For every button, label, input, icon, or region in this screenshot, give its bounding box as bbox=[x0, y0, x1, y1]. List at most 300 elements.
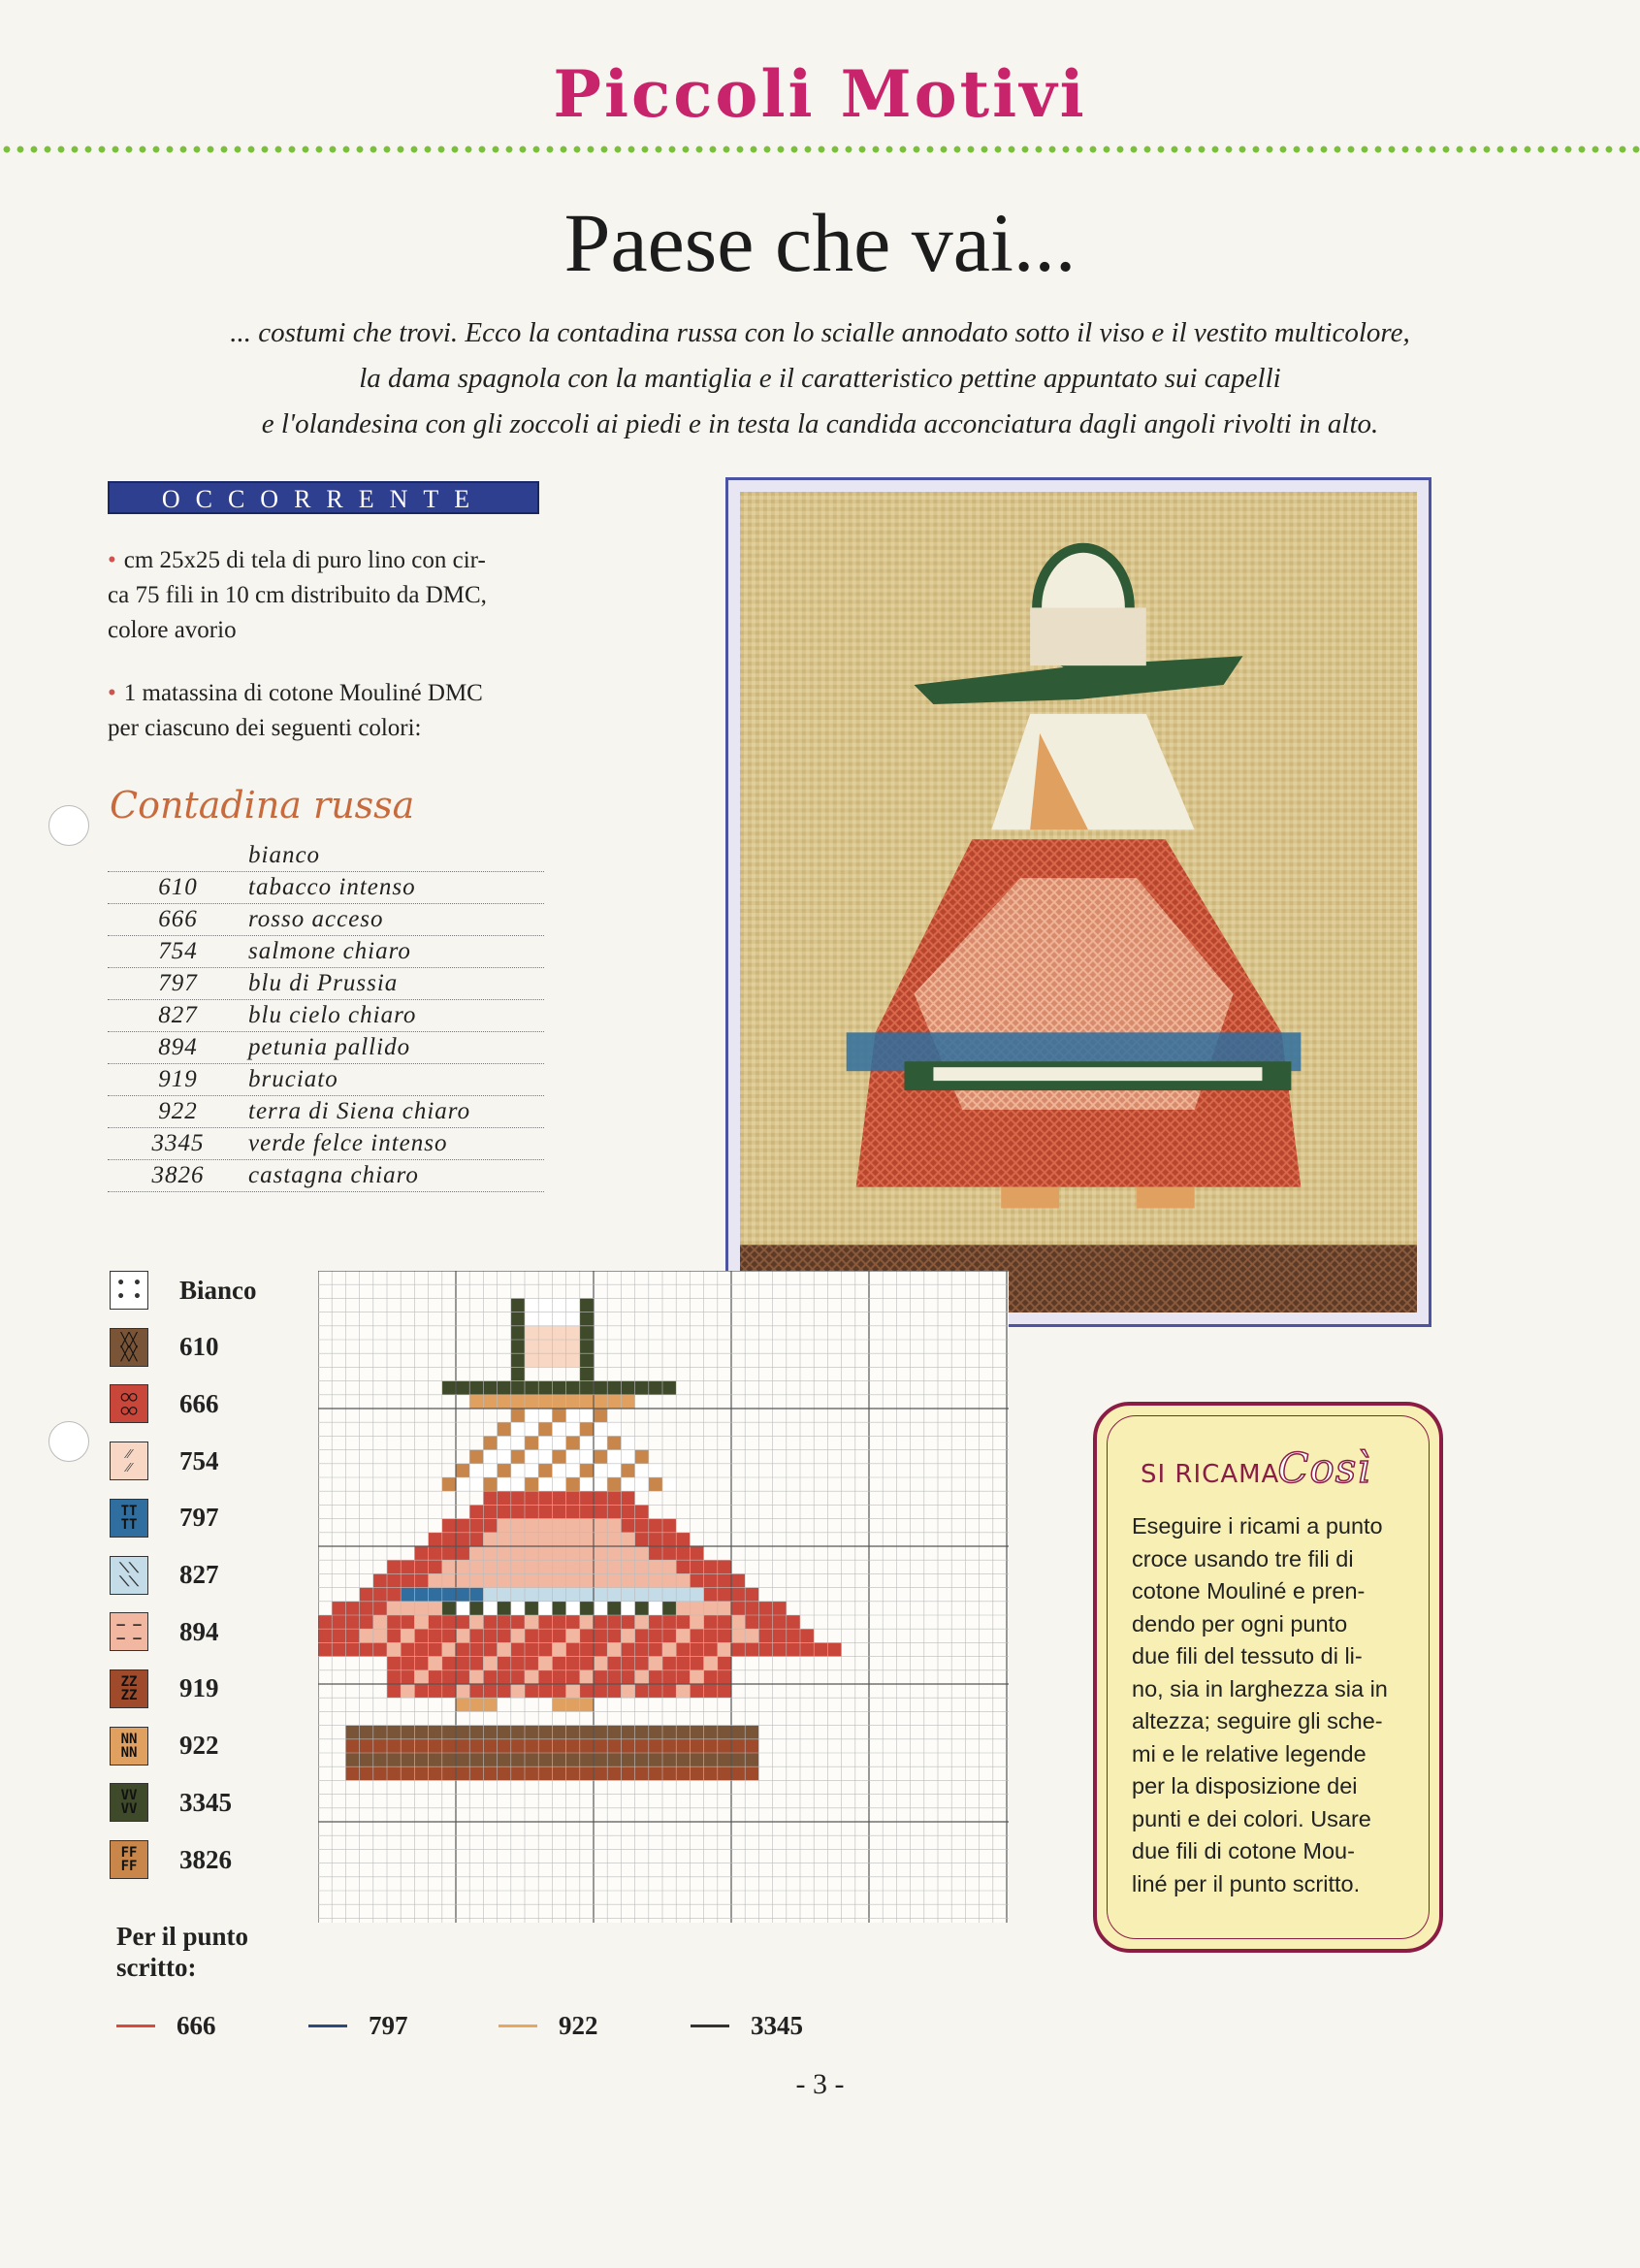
stitch-cell bbox=[414, 1753, 428, 1766]
stitch-cell bbox=[690, 1726, 703, 1739]
stitch-cell bbox=[538, 1629, 552, 1642]
stitch-cell bbox=[387, 1615, 401, 1629]
stitch-cell bbox=[580, 1381, 594, 1395]
stitch-cell bbox=[566, 1464, 580, 1477]
stitch-cell bbox=[552, 1422, 565, 1436]
stitch-cell bbox=[538, 1615, 552, 1629]
stitch-cell bbox=[552, 1615, 565, 1629]
stitch-cell bbox=[538, 1436, 552, 1449]
stitch-cell bbox=[498, 1670, 511, 1684]
stitch-cell bbox=[621, 1588, 634, 1602]
stitch-cell bbox=[511, 1340, 525, 1353]
instruction-line: per la disposizione dei bbox=[1132, 1773, 1358, 1798]
stitch-cell bbox=[566, 1573, 580, 1587]
stitch-cell bbox=[456, 1464, 469, 1477]
stitch-cell bbox=[538, 1684, 552, 1698]
stitch-cell bbox=[662, 1588, 676, 1602]
stitch-cell bbox=[469, 1629, 483, 1642]
stitch-cell bbox=[538, 1573, 552, 1587]
stitch-cell bbox=[635, 1739, 649, 1753]
stitch-cell bbox=[414, 1726, 428, 1739]
stitch-cell bbox=[456, 1726, 469, 1739]
stitch-cell bbox=[621, 1602, 634, 1615]
stitch-cell bbox=[511, 1726, 525, 1739]
instruction-line: due fili del tessuto di li- bbox=[1132, 1643, 1363, 1669]
stitch-cell bbox=[525, 1739, 538, 1753]
stitch-cell bbox=[635, 1670, 649, 1684]
stitch-cell bbox=[566, 1657, 580, 1670]
symbol-key-label: 3826 bbox=[179, 1844, 232, 1874]
materials-line: colore avorio bbox=[108, 617, 237, 643]
stitch-cell bbox=[552, 1602, 565, 1615]
color-name: salmone chiaro bbox=[248, 938, 411, 964]
stitch-cell bbox=[718, 1657, 731, 1670]
stitch-cell bbox=[345, 1602, 359, 1615]
stitch-cell bbox=[649, 1642, 662, 1656]
thread-line-icon bbox=[308, 2025, 347, 2027]
stitch-cell bbox=[649, 1739, 662, 1753]
stitch-cell bbox=[483, 1519, 497, 1533]
stitch-cell bbox=[373, 1726, 387, 1739]
stitch-cell bbox=[787, 1615, 800, 1629]
stitch-cell bbox=[827, 1642, 841, 1656]
thread-line-icon bbox=[116, 2025, 155, 2027]
bullet-icon: • bbox=[108, 680, 116, 706]
stitch-cell bbox=[552, 1726, 565, 1739]
stitch-cell bbox=[498, 1629, 511, 1642]
stitch-cell bbox=[525, 1602, 538, 1615]
stitch-cell bbox=[442, 1629, 456, 1642]
stitch-cell bbox=[401, 1753, 414, 1766]
instruction-line: due fili di cotone Mou- bbox=[1132, 1838, 1355, 1863]
stitch-cell bbox=[498, 1588, 511, 1602]
stitch-cell bbox=[607, 1381, 621, 1395]
stitch-cell bbox=[580, 1588, 594, 1602]
stitch-cell bbox=[429, 1629, 442, 1642]
stitch-cell bbox=[511, 1409, 525, 1422]
stitch-cell bbox=[787, 1629, 800, 1642]
stitch-cell bbox=[718, 1642, 731, 1656]
stitch-cell bbox=[360, 1766, 373, 1780]
stitch-cell bbox=[787, 1642, 800, 1656]
stitch-cell bbox=[483, 1477, 497, 1491]
stitch-cell bbox=[525, 1436, 538, 1449]
stitch-cell bbox=[552, 1560, 565, 1573]
stitch-cell bbox=[387, 1670, 401, 1684]
stitch-cell bbox=[690, 1739, 703, 1753]
stitch-cell bbox=[401, 1573, 414, 1587]
stitch-cell bbox=[731, 1588, 745, 1602]
stitch-cell bbox=[676, 1602, 690, 1615]
stitch-cell bbox=[498, 1602, 511, 1615]
stitch-cell bbox=[469, 1726, 483, 1739]
stitch-cell bbox=[649, 1381, 662, 1395]
materials-item bbox=[108, 676, 549, 746]
stitch-cell bbox=[621, 1546, 634, 1560]
stitch-cell bbox=[621, 1684, 634, 1698]
stitch-cell bbox=[456, 1588, 469, 1602]
stitch-cell bbox=[649, 1533, 662, 1546]
stitch-cell bbox=[414, 1642, 428, 1656]
stitch-cell bbox=[525, 1657, 538, 1670]
color-legend-row bbox=[108, 1096, 544, 1128]
stitch-cell bbox=[511, 1326, 525, 1340]
stitch-cell bbox=[676, 1573, 690, 1587]
stitch-cell bbox=[483, 1464, 497, 1477]
stitch-cell bbox=[621, 1519, 634, 1533]
stitch-cell bbox=[566, 1629, 580, 1642]
stitch-cell bbox=[566, 1642, 580, 1656]
stitch-cell bbox=[429, 1726, 442, 1739]
stitch-cell bbox=[662, 1602, 676, 1615]
stitch-cell bbox=[662, 1560, 676, 1573]
stitch-cell bbox=[718, 1739, 731, 1753]
stitch-cell bbox=[607, 1546, 621, 1560]
stitch-cell bbox=[414, 1588, 428, 1602]
stitch-cell bbox=[566, 1546, 580, 1560]
stitch-cell bbox=[704, 1753, 718, 1766]
stitch-cell bbox=[373, 1573, 387, 1587]
color-legend-row bbox=[108, 1128, 544, 1160]
stitch-cell bbox=[483, 1670, 497, 1684]
stitch-cell bbox=[649, 1588, 662, 1602]
stitch-cell bbox=[552, 1519, 565, 1533]
stitch-cell bbox=[525, 1533, 538, 1546]
stitch-cell bbox=[676, 1560, 690, 1573]
dash-symbol-icon: – – – – bbox=[110, 1612, 148, 1651]
stitch-cell bbox=[635, 1450, 649, 1464]
stitch-cell bbox=[525, 1326, 538, 1340]
symbol-key-row bbox=[110, 1384, 219, 1423]
stitch-cell bbox=[662, 1684, 676, 1698]
stitch-cell bbox=[607, 1726, 621, 1739]
stitch-cell bbox=[552, 1670, 565, 1684]
stitch-cell bbox=[580, 1312, 594, 1326]
stitch-cell bbox=[360, 1753, 373, 1766]
stitch-cell bbox=[690, 1766, 703, 1780]
punto-scritto-code: 922 bbox=[559, 2011, 598, 2040]
stitch-cell bbox=[607, 1629, 621, 1642]
stitch-cell bbox=[469, 1477, 483, 1491]
stitch-cell bbox=[580, 1436, 594, 1449]
stitch-cell bbox=[607, 1642, 621, 1656]
stitch-cell bbox=[442, 1615, 456, 1629]
stitch-cell bbox=[483, 1560, 497, 1573]
stitch-cell bbox=[635, 1560, 649, 1573]
stitch-cell bbox=[566, 1726, 580, 1739]
stitch-cell bbox=[552, 1629, 565, 1642]
stitch-cell bbox=[456, 1477, 469, 1491]
stitch-cell bbox=[538, 1588, 552, 1602]
thread-line-icon bbox=[498, 2025, 537, 2027]
stitch-cell bbox=[456, 1519, 469, 1533]
stitch-cell bbox=[690, 1615, 703, 1629]
stitch-cell bbox=[498, 1573, 511, 1587]
stitch-cell bbox=[414, 1573, 428, 1587]
stitch-cell bbox=[566, 1533, 580, 1546]
stitch-cell bbox=[704, 1588, 718, 1602]
color-legend-row bbox=[108, 1064, 544, 1096]
color-legend-row bbox=[108, 936, 544, 968]
stitch-cell bbox=[538, 1422, 552, 1436]
stitch-cell bbox=[566, 1602, 580, 1615]
instruction-line: Eseguire i ricami a punto bbox=[1132, 1513, 1383, 1539]
stitch-cell bbox=[429, 1560, 442, 1573]
stitch-cell bbox=[621, 1560, 634, 1573]
stitch-cell bbox=[731, 1602, 745, 1615]
stitch-cell bbox=[566, 1395, 580, 1409]
intro-line: ... costumi che trovi. Ecco la contadina russa con lo scialle annodato sotto il viso e il vestito multicolore, bbox=[230, 317, 1410, 348]
stitch-cell bbox=[442, 1657, 456, 1670]
stitch-cell bbox=[662, 1477, 676, 1491]
stitch-cell bbox=[704, 1739, 718, 1753]
stitch-cell bbox=[414, 1739, 428, 1753]
stitch-cell bbox=[345, 1629, 359, 1642]
stitch-cell bbox=[580, 1657, 594, 1670]
thread-line-icon bbox=[691, 2025, 729, 2027]
stitch-cell bbox=[580, 1726, 594, 1739]
stitch-cell bbox=[773, 1642, 787, 1656]
stitch-cell bbox=[731, 1615, 745, 1629]
symbol-key-row bbox=[110, 1669, 219, 1708]
stitch-cell bbox=[635, 1546, 649, 1560]
stitch-cell bbox=[538, 1326, 552, 1340]
symbol-key-label: 666 bbox=[179, 1388, 219, 1418]
stitch-cell bbox=[635, 1629, 649, 1642]
stitch-cell bbox=[525, 1464, 538, 1477]
stitch-cell bbox=[511, 1588, 525, 1602]
stitch-cell bbox=[429, 1684, 442, 1698]
stitch-cell bbox=[580, 1409, 594, 1422]
stitch-cell bbox=[690, 1588, 703, 1602]
t-symbol-icon: TT TT bbox=[110, 1499, 148, 1538]
stitch-cell bbox=[442, 1726, 456, 1739]
stitch-cell bbox=[498, 1726, 511, 1739]
stitch-cell bbox=[525, 1670, 538, 1684]
stitch-cell bbox=[594, 1491, 607, 1505]
symbol-key-row bbox=[110, 1783, 232, 1822]
stitch-cell bbox=[469, 1615, 483, 1629]
color-name: blu di Prussia bbox=[248, 970, 399, 996]
stitch-cell bbox=[745, 1739, 758, 1753]
stitch-cell bbox=[511, 1533, 525, 1546]
stitch-cell bbox=[442, 1739, 456, 1753]
stitch-cell bbox=[690, 1573, 703, 1587]
stitch-cell bbox=[401, 1588, 414, 1602]
symbol-key-label: 827 bbox=[179, 1560, 219, 1589]
stitch-cell bbox=[469, 1533, 483, 1546]
stitch-cell bbox=[594, 1560, 607, 1573]
stitch-cell bbox=[483, 1381, 497, 1395]
stitch-cell bbox=[773, 1615, 787, 1629]
stitch-cell bbox=[498, 1753, 511, 1766]
stitch-cell bbox=[469, 1642, 483, 1656]
stitch-cell bbox=[552, 1739, 565, 1753]
stitch-cell bbox=[566, 1588, 580, 1602]
stitch-cell bbox=[635, 1573, 649, 1587]
stitch-cell bbox=[607, 1464, 621, 1477]
stitch-cell bbox=[676, 1546, 690, 1560]
stitch-cell bbox=[745, 1642, 758, 1656]
stitch-cell bbox=[621, 1450, 634, 1464]
stitch-cell bbox=[401, 1615, 414, 1629]
stitch-cell bbox=[662, 1726, 676, 1739]
stitch-cell bbox=[498, 1436, 511, 1449]
color-legend-table bbox=[108, 840, 544, 1192]
stitch-cell bbox=[442, 1560, 456, 1573]
stitch-cell bbox=[758, 1629, 772, 1642]
stitch-cell bbox=[525, 1381, 538, 1395]
stitch-cell bbox=[552, 1546, 565, 1560]
punto-scritto-label bbox=[116, 1921, 248, 1983]
stitch-cell bbox=[607, 1505, 621, 1518]
stitch-cell bbox=[345, 1726, 359, 1739]
instruction-line: no, sia in larghezza sia in bbox=[1132, 1675, 1388, 1701]
stitch-cell bbox=[538, 1340, 552, 1353]
stitch-cell bbox=[580, 1491, 594, 1505]
stitch-cell bbox=[621, 1436, 634, 1449]
color-name: bianco bbox=[248, 842, 321, 868]
stitch-cell bbox=[429, 1588, 442, 1602]
stitch-cell bbox=[649, 1726, 662, 1739]
symbol-key-row bbox=[110, 1727, 219, 1766]
stitch-cell bbox=[538, 1766, 552, 1780]
stitch-cell bbox=[525, 1353, 538, 1367]
stitch-cell bbox=[469, 1381, 483, 1395]
stitch-cell bbox=[442, 1766, 456, 1780]
stitch-cell bbox=[525, 1642, 538, 1656]
stitch-cell bbox=[635, 1602, 649, 1615]
stitch-cell bbox=[525, 1491, 538, 1505]
stitch-cell bbox=[690, 1629, 703, 1642]
stitch-cell bbox=[538, 1533, 552, 1546]
stitch-cell bbox=[649, 1670, 662, 1684]
stitch-cell bbox=[552, 1766, 565, 1780]
stitch-cell bbox=[607, 1657, 621, 1670]
instruction-line: punti e dei colori. Usare bbox=[1132, 1805, 1371, 1831]
stitch-cell bbox=[511, 1573, 525, 1587]
stitch-cell bbox=[607, 1588, 621, 1602]
stitch-cell bbox=[662, 1533, 676, 1546]
stitch-cell bbox=[552, 1698, 565, 1711]
stitch-cell bbox=[676, 1684, 690, 1698]
stitch-cell bbox=[456, 1533, 469, 1546]
stitch-cell bbox=[676, 1615, 690, 1629]
dmc-code: 610 bbox=[158, 874, 198, 900]
stitch-cell bbox=[580, 1367, 594, 1380]
stitch-cell bbox=[538, 1298, 552, 1312]
slash-symbol-icon: ⁄⁄ ⁄⁄ bbox=[110, 1442, 148, 1480]
stitch-cell bbox=[414, 1602, 428, 1615]
stitch-cell bbox=[525, 1450, 538, 1464]
binder-hole-top bbox=[48, 805, 89, 846]
stitch-cell bbox=[552, 1436, 565, 1449]
stitch-cell bbox=[483, 1395, 497, 1409]
stitch-cell bbox=[594, 1642, 607, 1656]
stitch-cell bbox=[649, 1684, 662, 1698]
stitch-cell bbox=[511, 1753, 525, 1766]
stitch-cell bbox=[552, 1533, 565, 1546]
stitch-cell bbox=[525, 1422, 538, 1436]
stitch-cell bbox=[511, 1477, 525, 1491]
stitch-cell bbox=[566, 1477, 580, 1491]
stitch-cell bbox=[718, 1573, 731, 1587]
stitch-cell bbox=[456, 1753, 469, 1766]
stitch-cell bbox=[511, 1395, 525, 1409]
materials-line: ca 75 fili in 10 cm distribuito da DMC, bbox=[108, 582, 487, 608]
color-name: blu cielo chiaro bbox=[248, 1002, 417, 1028]
stitch-cell bbox=[525, 1340, 538, 1353]
stitch-cell bbox=[635, 1519, 649, 1533]
z-symbol-icon: ZZ ZZ bbox=[110, 1669, 148, 1708]
stitch-cell bbox=[469, 1766, 483, 1780]
stitch-cell bbox=[676, 1670, 690, 1684]
stitch-cell bbox=[511, 1353, 525, 1367]
stitch-cell bbox=[414, 1560, 428, 1573]
stitch-cell bbox=[332, 1602, 345, 1615]
si-ricama-heading bbox=[1141, 1444, 1371, 1492]
stitch-cell bbox=[676, 1629, 690, 1642]
symbol-key-label: Bianco bbox=[179, 1275, 257, 1305]
stitch-cell bbox=[456, 1546, 469, 1560]
stitch-cell bbox=[566, 1739, 580, 1753]
stitch-cell bbox=[456, 1739, 469, 1753]
stitch-cell bbox=[635, 1381, 649, 1395]
stitch-cell bbox=[552, 1312, 565, 1326]
embroidery-photo-image bbox=[740, 492, 1417, 1312]
stitch-cell bbox=[483, 1491, 497, 1505]
materials-item bbox=[108, 543, 549, 648]
stitch-cell bbox=[594, 1533, 607, 1546]
stitch-cell bbox=[414, 1670, 428, 1684]
stitch-cell bbox=[566, 1491, 580, 1505]
stitch-cell bbox=[566, 1326, 580, 1340]
punto-scritto-item bbox=[691, 2011, 803, 2041]
stitch-cell bbox=[690, 1642, 703, 1656]
stitch-cell bbox=[594, 1477, 607, 1491]
stitch-cell bbox=[676, 1739, 690, 1753]
stitch-cell bbox=[373, 1642, 387, 1656]
stitch-cell bbox=[511, 1450, 525, 1464]
stitch-cell bbox=[662, 1519, 676, 1533]
stitch-cell bbox=[538, 1450, 552, 1464]
stitch-cell bbox=[580, 1298, 594, 1312]
stitch-cell bbox=[456, 1573, 469, 1587]
stitch-cell bbox=[635, 1657, 649, 1670]
stitch-cell bbox=[360, 1726, 373, 1739]
stitch-cell bbox=[690, 1657, 703, 1670]
stitch-cell bbox=[704, 1560, 718, 1573]
stitch-cell bbox=[580, 1753, 594, 1766]
stitch-cell bbox=[690, 1546, 703, 1560]
binder-hole-bottom bbox=[48, 1421, 89, 1462]
stitch-cell bbox=[401, 1657, 414, 1670]
color-legend-row bbox=[108, 872, 544, 904]
color-legend-row bbox=[108, 968, 544, 1000]
stitch-cell bbox=[525, 1560, 538, 1573]
stitch-cell bbox=[429, 1615, 442, 1629]
stitch-cell bbox=[718, 1670, 731, 1684]
instruction-line: dendo per ogni punto bbox=[1132, 1610, 1348, 1636]
stitch-cell bbox=[498, 1657, 511, 1670]
stitch-cell bbox=[607, 1422, 621, 1436]
stitch-cell bbox=[566, 1670, 580, 1684]
symbol-key-row bbox=[110, 1612, 219, 1651]
symbol-key-label: 610 bbox=[179, 1332, 219, 1362]
stitch-cell bbox=[469, 1450, 483, 1464]
stitch-cell bbox=[731, 1629, 745, 1642]
stitch-cell bbox=[387, 1657, 401, 1670]
